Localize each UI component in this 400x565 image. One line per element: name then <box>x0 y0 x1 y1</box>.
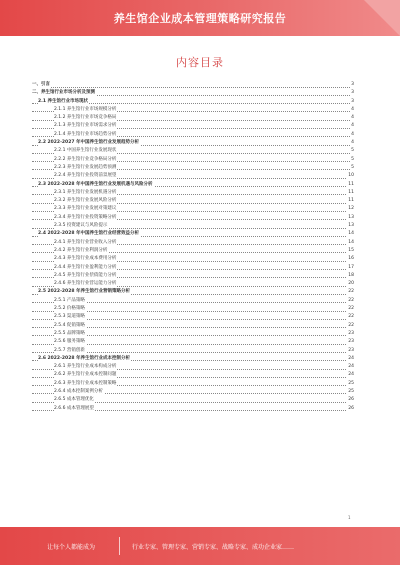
toc-entry[interactable] <box>32 156 354 164</box>
toc-entry-page: 22 <box>347 322 354 330</box>
toc-entry-label: 2.5.5 品牌策略 <box>54 330 86 338</box>
toc-entry-page: 10 <box>347 172 354 180</box>
toc-entry[interactable] <box>32 405 354 413</box>
toc-entry[interactable] <box>32 347 354 355</box>
toc-entry-page: 15 <box>347 247 354 255</box>
toc-entry-label: 2.4.4 养生馆行业盈利能力分析 <box>54 264 117 272</box>
toc-entry-label: 2.4.3 养生馆行业成本费用分析 <box>54 255 117 263</box>
footer-slogan-left: 让每个人都能成为 <box>47 543 96 551</box>
toc-entry-page: 5 <box>350 156 354 164</box>
toc-entry-page: 24 <box>347 371 354 379</box>
toc-entry-label: 2.1.4 养生馆行业市场趋势分析 <box>54 131 117 139</box>
toc-entry[interactable] <box>32 131 354 139</box>
toc-entry[interactable] <box>32 81 354 89</box>
page-number: 1 <box>348 515 351 520</box>
toc-entry-label: 2.4.1 养生馆行业营业收入分析 <box>54 239 117 247</box>
toc-entry-page: 12 <box>347 205 354 213</box>
toc-entry-label: 2.4 2022-2028 年中国养生馆行业经营效益分析 <box>38 230 140 238</box>
toc-entry-label: 2.2.3 养生馆行业发展趋势预测 <box>54 164 117 172</box>
toc-entry[interactable] <box>32 222 354 230</box>
toc-entry-label: 二、养生馆行业市场分析及预测 <box>32 89 96 97</box>
toc-entry[interactable] <box>32 305 354 313</box>
toc-entry-page: 3 <box>350 89 354 97</box>
toc-entry[interactable] <box>32 98 354 106</box>
toc-entry[interactable] <box>32 288 354 296</box>
toc-entry-label: 2.4.2 养生馆行业利润分析 <box>54 247 108 255</box>
toc-entry-label: 一、引言 <box>32 81 51 89</box>
toc-entry-page: 16 <box>347 255 354 263</box>
toc-entry-page: 17 <box>347 264 354 272</box>
toc-entry-label: 2.5.4 促销策略 <box>54 322 86 330</box>
toc-entry-label: 2.3 2022-2028 年中国养生馆行业发展机遇与风险分析 <box>38 181 154 189</box>
toc-entry-page: 5 <box>350 164 354 172</box>
toc-entry-label: 2.1.3 养生馆行业市场需求分析 <box>54 122 117 130</box>
toc-entry-label: 2.6.2 养生馆行业成本控制问题 <box>54 371 117 379</box>
toc-entry-page: 22 <box>347 288 354 296</box>
toc-entry-label: 2.4.6 养生馆行业营运能力分析 <box>54 280 117 288</box>
toc-entry[interactable] <box>32 205 354 213</box>
toc-entry-label: 2.6.5 成本管理优化 <box>54 396 95 404</box>
toc-entry-page: 4 <box>350 114 354 122</box>
toc-entry-page: 23 <box>347 347 354 355</box>
toc-entry-label: 2.3.3 养生馆行业发展对策建议 <box>54 205 117 213</box>
toc-entry-page: 4 <box>350 106 354 114</box>
toc-entry[interactable] <box>32 363 354 371</box>
toc-entry[interactable] <box>32 313 354 321</box>
toc-entry[interactable] <box>32 371 354 379</box>
toc-entry[interactable] <box>32 297 354 305</box>
toc-entry-page: 26 <box>347 405 354 413</box>
toc-entry[interactable] <box>32 255 354 263</box>
toc-entry-label: 2.3.5 投资建议与风险提示 <box>54 222 108 230</box>
toc-entry-label: 2.5.6 服务策略 <box>54 338 86 346</box>
toc-entry[interactable] <box>32 181 354 189</box>
toc-entry-label: 2.6.4 成本控制案例分析 <box>54 388 104 396</box>
toc-entry-label: 2.6.6 成本管理展望 <box>54 405 95 413</box>
toc-entry-page: 13 <box>347 214 354 222</box>
toc-entry-label: 2.2 2022-2027 年中国养生馆行业发展趋势分析 <box>38 139 140 147</box>
toc-entry[interactable] <box>32 189 354 197</box>
toc-entry[interactable] <box>32 214 354 222</box>
toc-leader-dots <box>32 87 354 88</box>
toc-entry[interactable] <box>32 388 354 396</box>
toc-entry[interactable] <box>32 197 354 205</box>
toc-entry[interactable] <box>32 230 354 238</box>
toc-entry-page: 23 <box>347 330 354 338</box>
toc-entry-label: 2.6.3 养生馆行业成本控制策略 <box>54 380 117 388</box>
toc-entry[interactable] <box>32 338 354 346</box>
toc-entry-label: 2.5.2 价格策略 <box>54 305 86 313</box>
toc-entry-page: 24 <box>347 355 354 363</box>
table-of-contents <box>32 81 354 413</box>
toc-entry[interactable] <box>32 355 354 363</box>
toc-entry-label: 2.2.4 养生馆行业投资前景展望 <box>54 172 117 180</box>
toc-entry-page: 23 <box>347 338 354 346</box>
toc-entry-page: 22 <box>347 297 354 305</box>
toc-entry-page: 11 <box>347 189 354 197</box>
toc-entry-page: 26 <box>347 396 354 404</box>
toc-entry-page: 13 <box>347 222 354 230</box>
toc-entry[interactable] <box>32 264 354 272</box>
toc-entry[interactable] <box>32 114 354 122</box>
toc-entry-label: 2.6 2022-2028 年养生馆行业成本控制分析 <box>38 355 131 363</box>
header-corner-decoration <box>364 0 400 36</box>
toc-entry[interactable] <box>32 147 354 155</box>
toc-entry[interactable] <box>32 380 354 388</box>
footer-slogan-right: 行业专家、管理专家、营销专家、战略专家、成功企业家…… <box>132 543 295 551</box>
toc-entry[interactable] <box>32 139 354 147</box>
toc-entry-page: 5 <box>350 147 354 155</box>
toc-entry-page: 11 <box>347 181 354 189</box>
toc-entry-label: 2.5.1 产品策略 <box>54 297 86 305</box>
toc-entry-label: 2.3.4 养生馆行业投资策略分析 <box>54 214 117 222</box>
toc-entry-page: 25 <box>347 380 354 388</box>
report-title: 养生馆企业成本管理策略研究报告 <box>113 12 287 25</box>
toc-entry[interactable] <box>32 164 354 172</box>
toc-entry[interactable] <box>32 396 354 404</box>
toc-entry-label: 2.5.3 渠道策略 <box>54 313 86 321</box>
toc-entry[interactable] <box>32 280 354 288</box>
toc-entry-page: 14 <box>347 239 354 247</box>
toc-entry-page: 4 <box>350 139 354 147</box>
toc-entry-page: 14 <box>347 230 354 238</box>
toc-entry[interactable] <box>32 247 354 255</box>
footer-divider <box>119 537 120 555</box>
toc-entry[interactable] <box>32 322 354 330</box>
toc-entry-label: 2.1.2 养生馆行业市场竞争格局 <box>54 114 117 122</box>
toc-entry-page: 22 <box>347 313 354 321</box>
toc-entry[interactable] <box>32 122 354 130</box>
toc-entry-label: 2.3.2 养生馆行业发展风险分析 <box>54 197 117 205</box>
toc-entry-label: 2.2.1 中国养生馆行业发展现状 <box>54 147 117 155</box>
toc-entry-label: 2.1.1 养生馆行业市场规模分析 <box>54 106 117 114</box>
toc-entry-label: 2.6.1 养生馆行业成本构成分析 <box>54 363 117 371</box>
toc-entry[interactable] <box>32 330 354 338</box>
toc-entry-page: 20 <box>347 280 354 288</box>
toc-entry-page: 3 <box>350 98 354 106</box>
toc-entry-page: 25 <box>347 388 354 396</box>
toc-entry-label: 2.5 2022-2028 年养生馆行业营销策略分析 <box>38 288 131 296</box>
toc-entry-label: 2.3.1 养生馆行业发展机遇分析 <box>54 189 117 197</box>
toc-entry-page: 4 <box>350 122 354 130</box>
toc-entry-page: 18 <box>347 272 354 280</box>
toc-entry-page: 11 <box>347 197 354 205</box>
toc-entry[interactable] <box>32 106 354 114</box>
report-footer <box>0 527 400 565</box>
toc-entry[interactable] <box>32 172 354 180</box>
toc-entry[interactable] <box>32 272 354 280</box>
report-header <box>0 0 400 36</box>
toc-entry[interactable] <box>32 89 354 97</box>
toc-entry-page: 3 <box>350 81 354 89</box>
toc-entry-page: 22 <box>347 305 354 313</box>
toc-entry-label: 2.4.5 养生馆行业偿债能力分析 <box>54 272 117 280</box>
toc-entry[interactable] <box>32 239 354 247</box>
toc-entry-label: 2.5.7 营销创新 <box>54 347 86 355</box>
toc-entry-page: 24 <box>347 363 354 371</box>
toc-heading: 内容目录 <box>176 56 224 69</box>
toc-entry-label: 2.1 养生馆行业市场现状 <box>38 98 89 106</box>
toc-entry-label: 2.2.2 养生馆行业竞争格局分析 <box>54 156 117 164</box>
toc-entry-page: 4 <box>350 131 354 139</box>
